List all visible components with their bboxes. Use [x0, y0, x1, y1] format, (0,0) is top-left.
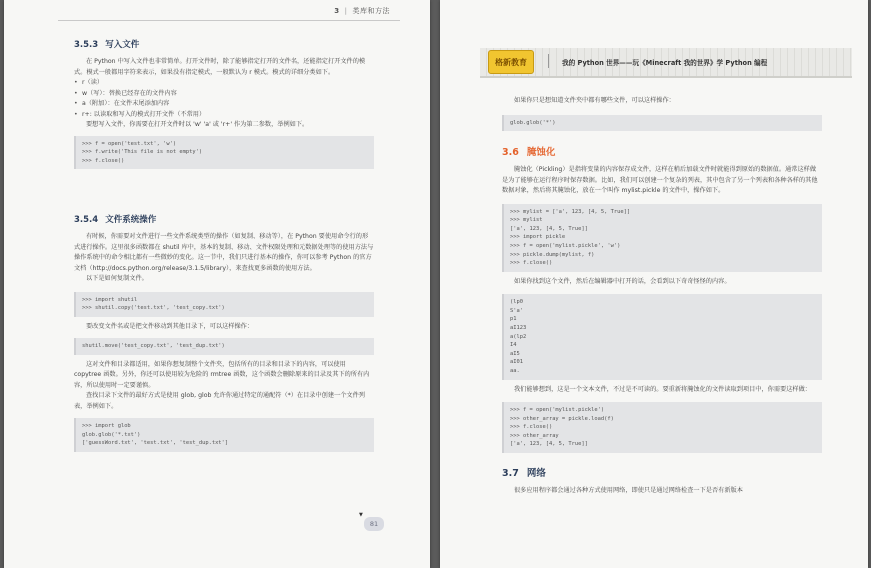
header-rule [58, 20, 400, 21]
paragraph: 查找目录下文件的最好方式是使用 glob, glob 允许你通过特定的通配符（*）在目录中创建一个文件列表，举例如下。 [74, 392, 365, 410]
paragraph: 这对文件和目录都适用，如果你想复制整个文件夹，包括所有的目录和目录下的内容，可以使用 copytree 函数。另外，你还可以使用较为危险的 rmtree 函数，这个函数会删除原来的目录及其下的所有内容，所以使用时一定要谨慎。 [74, 360, 370, 389]
page-number: 81 [364, 517, 384, 531]
section-heading: 3.5.3 写入文件 [74, 40, 140, 50]
chapter-title: 类库和方法 [352, 7, 390, 15]
code-block: >>> f = open('mylist.pickle') >>> other_array = pickle.load(f) >>> f.close() >>> other_array ['a', 123, [4, 5, True]] [502, 402, 822, 453]
code-block: (lp0 S'a' p1 aI123 a(lp2 I4 aI5 aI01 aa. [502, 294, 822, 379]
paragraph: 要想写入文件，你需要在打开文件时以 'w' 'a' 或 'r+' 作为第二参数，举例如下。 [86, 121, 309, 128]
section-heading: 3.7 网络 [502, 468, 546, 480]
chapter-number: 3 [334, 7, 340, 15]
running-header: 3 | 类库和方法 [334, 7, 390, 15]
mode-list [74, 78, 374, 120]
paragraph: 在 Python 中写入文件也非常简单。打开文件时，除了能够指定打开的文件名，还能指定打开文件的模式。模式一般都用字符来表示，如果没有指定模式，一般默认为 r 模式。模式的详细分类如下。 [74, 58, 366, 76]
paragraph: 如果你找到这个文件，然后在编辑器中打开的话，会看到以下奇奇怪怪的内容。 [514, 277, 731, 285]
code-block: >>> import glob glob.glob('*.txt') ['guessWord.txt', 'test.txt', 'test_dup.txt'] [74, 418, 374, 452]
publisher-logo: 格新教育 [488, 50, 534, 74]
paragraph: 要改变文件名或是把文件移动到其他目录下，可以这样操作： [86, 322, 254, 330]
list-item: • r+: 以读取和写入的模式打开文件（不常用） [74, 110, 374, 121]
paragraph: 如果你只是想知道文件夹中都有哪些文件，可以这样操作： [514, 97, 675, 104]
section-3-5-3 [74, 38, 374, 169]
paragraph: 以下是如何复制文件。 [86, 275, 148, 282]
paragraph: 我们能够想到，这是一个文本文件，不过是不可读的。要重新将腌蚀化的文件读取到项目中，你需要这样做： [514, 385, 811, 393]
page-marker-icon: ▼ [359, 512, 363, 518]
paragraph: 很多应用程序都会通过各种方式使用网络，即使只是通过网络检查一下是否有新版本 [514, 487, 743, 495]
book-title: 我的 Python 世界——玩《Minecraft 我的世界》学 Python 编程 [562, 59, 768, 67]
code-block: shutil.move('test_copy.txt', 'test_dup.txt') [74, 338, 374, 355]
paragraph: 有时候，你需要对文件进行一些文件系统类型的操作（如复制、移动等），在 Python 要使用命令行的形式进行操作。这里很多函数都在 shutil 库中，基本的复制、移动、文件权限处理和元数据处理等的使用方法与操作系统中的命令相比都有一些微妙的变化。这一节中，我们只进行基本的操作，你可以参考 Python 的官方文档（http://docs.python.org/release/3.1.5/library），来查找更多函数的使用方法。 [74, 233, 374, 272]
code-block: >>> import shutil >>> shutil.copy('test.txt', 'test_copy.txt') [74, 292, 374, 317]
header-banner [480, 48, 852, 78]
code-block: >>> f = open('test.txt', 'w') >>> f.write('This file is not empty') >>> f.close() [74, 136, 374, 170]
code-block: glob.glob('*') [502, 115, 822, 132]
right-content [502, 96, 822, 497]
right-page [440, 0, 868, 568]
section-heading: 3.6 腌蚀化 [502, 147, 556, 159]
list-item: • r（读） [74, 78, 374, 89]
left-page [4, 0, 430, 568]
code-block: >>> mylist = ['a', 123, [4, 5, True]] >>> mylist ['a', 123, [4, 5, True]] >>> import pickle >>> f = open('mylist.pickle', 'w') >>> pickle.dump(mylist, f) >>> f.close() [502, 204, 822, 272]
list-item: • w（写）：替换已经存在的文件内容 [74, 89, 374, 100]
section-heading: 3.5.4 文件系统操作 [74, 215, 157, 225]
paragraph: 腌蚀化（Pickling）是指将变量的内容保存成文件，这样在稍后加载文件时就能得到原始的数据值。通常这样做是为了能够在运行程序时保存数据。比如，我们可以创建一个复杂的列表，其中包含了另一个列表和各种各样的其他数据对象，然后将其腌蚀化，放在一个叫作 mylist.pickle 的文件中，操作如下。 [502, 166, 818, 195]
section-3-5-4 [74, 213, 374, 452]
list-item: • a（附加）：在文件末尾添加内容 [74, 99, 374, 110]
